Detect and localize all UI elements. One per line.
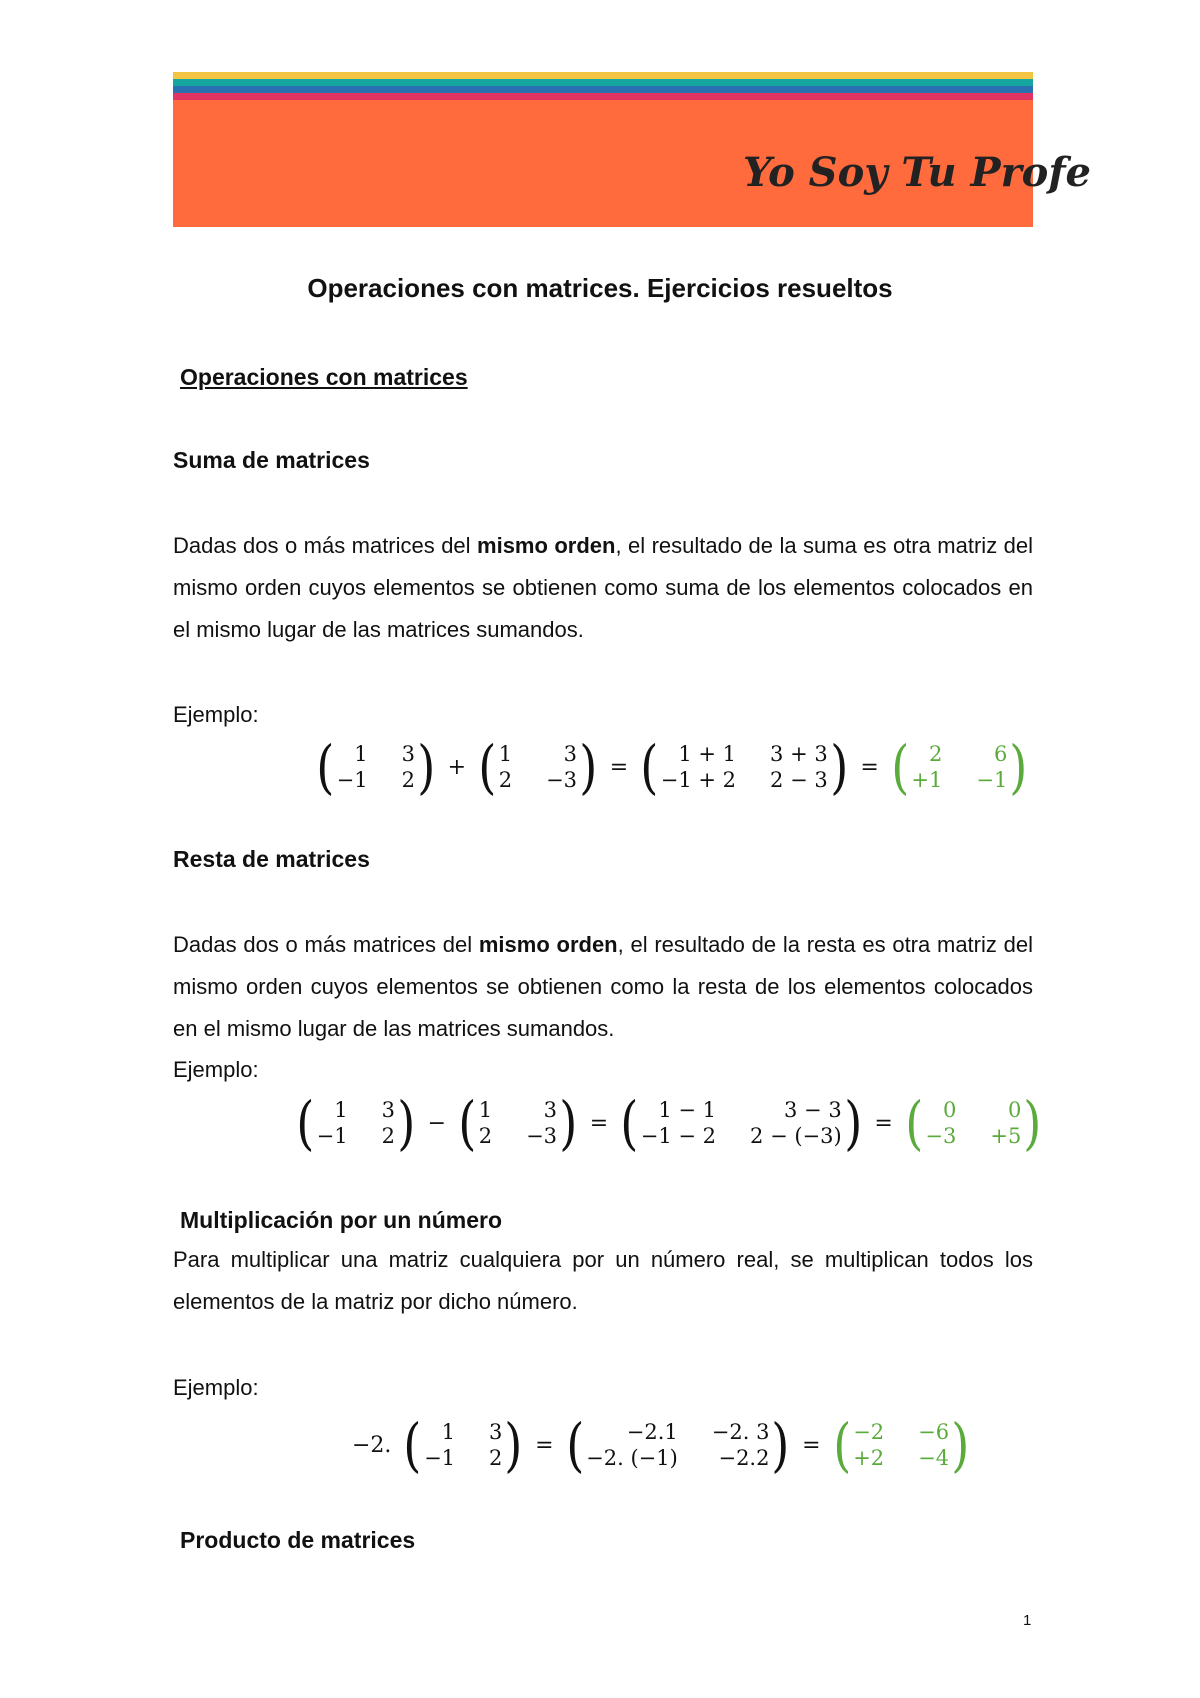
page-title: Operaciones con matrices. Ejercicios resueltos	[307, 273, 893, 303]
matrix: ( 1 3 −1 2 )	[316, 733, 436, 801]
suma-equation: ( 1 3 −1 2 ) + ( 1 3 2 −3 ) = ( 1 + 1 3 + 3 −1 + 2 2 − 3 ) = ( 2 6 +1 −1 )	[310, 737, 1034, 797]
matrix: ( 1 3 2 −3 )	[478, 733, 598, 801]
resta-example-label: Ejemplo:	[173, 1057, 259, 1082]
stripe-teal	[173, 79, 1033, 86]
matrix: ( 1 3 −1 2 )	[296, 1089, 416, 1157]
section-title: Operaciones con matrices	[180, 364, 468, 390]
stripe-blue	[173, 86, 1033, 93]
suma-example-label: Ejemplo:	[173, 702, 259, 727]
header-banner	[173, 72, 1092, 227]
svg-text:Yo Soy Tu Profe: Yo Soy Tu Profe	[743, 149, 1092, 196]
matrix: ( 1 3 −1 2 )	[403, 1411, 523, 1479]
page-number: 1	[1023, 1612, 1032, 1629]
stripe-pink	[173, 93, 1033, 100]
resta-heading: Resta de matrices	[173, 846, 370, 872]
resta-paragraph: Dadas dos o más matrices del mismo orden, el resultado de la resta es otra matriz del mismo orden cuyos elementos se obtienen como la resta de los elementos colocados en el mismo lugar de las matrices sumandos.	[173, 932, 1033, 1041]
result-matrix: ( −2 −6 +2 −4 )	[832, 1411, 970, 1479]
matrix: ( 1 + 1 3 + 3 −1 + 2 2 − 3 )	[640, 733, 849, 801]
multiplicacion-paragraph: Para multiplicar una matriz cualquiera por un número real, se multiplican todos los elementos de la matriz por dicho número.	[173, 1247, 1033, 1314]
logo	[743, 142, 1092, 202]
stripe-yellow	[173, 72, 1033, 79]
multiplicacion-equation: −2. ( 1 3 −1 2 ) = ( −2.1 −2. 3 −2. (−1) −2.2 ) = ( −2 −6 +2 −4 )	[346, 1415, 976, 1475]
multiplicacion-example-label: Ejemplo:	[173, 1375, 259, 1400]
resta-equation: ( 1 3 −1 2 ) − ( 1 3 2 −3 ) = ( 1 − 1 3 − 3 −1 − 2 2 − (−3) ) = ( 0 0 −3 +5 )	[290, 1093, 1048, 1153]
suma-paragraph: Dadas dos o más matrices del mismo orden, el resultado de la suma es otra matriz del mismo orden cuyos elementos se obtienen como suma de los elementos colocados en el mismo lugar de las matrices sumandos.	[173, 533, 1033, 642]
matrix: ( −2.1 −2. 3 −2. (−1) −2.2 )	[565, 1411, 790, 1479]
suma-heading: Suma de matrices	[173, 447, 370, 473]
producto-heading: Producto de matrices	[180, 1527, 416, 1553]
multiplicacion-heading: Multiplicación por un número	[180, 1207, 502, 1233]
matrix: ( 1 3 2 −3 )	[458, 1089, 578, 1157]
matrix: ( 1 − 1 3 − 3 −1 − 2 2 − (−3) )	[620, 1089, 863, 1157]
result-matrix: ( 0 0 −3 +5 )	[905, 1089, 1042, 1157]
result-matrix: ( 2 6 +1 −1 )	[891, 733, 1028, 801]
